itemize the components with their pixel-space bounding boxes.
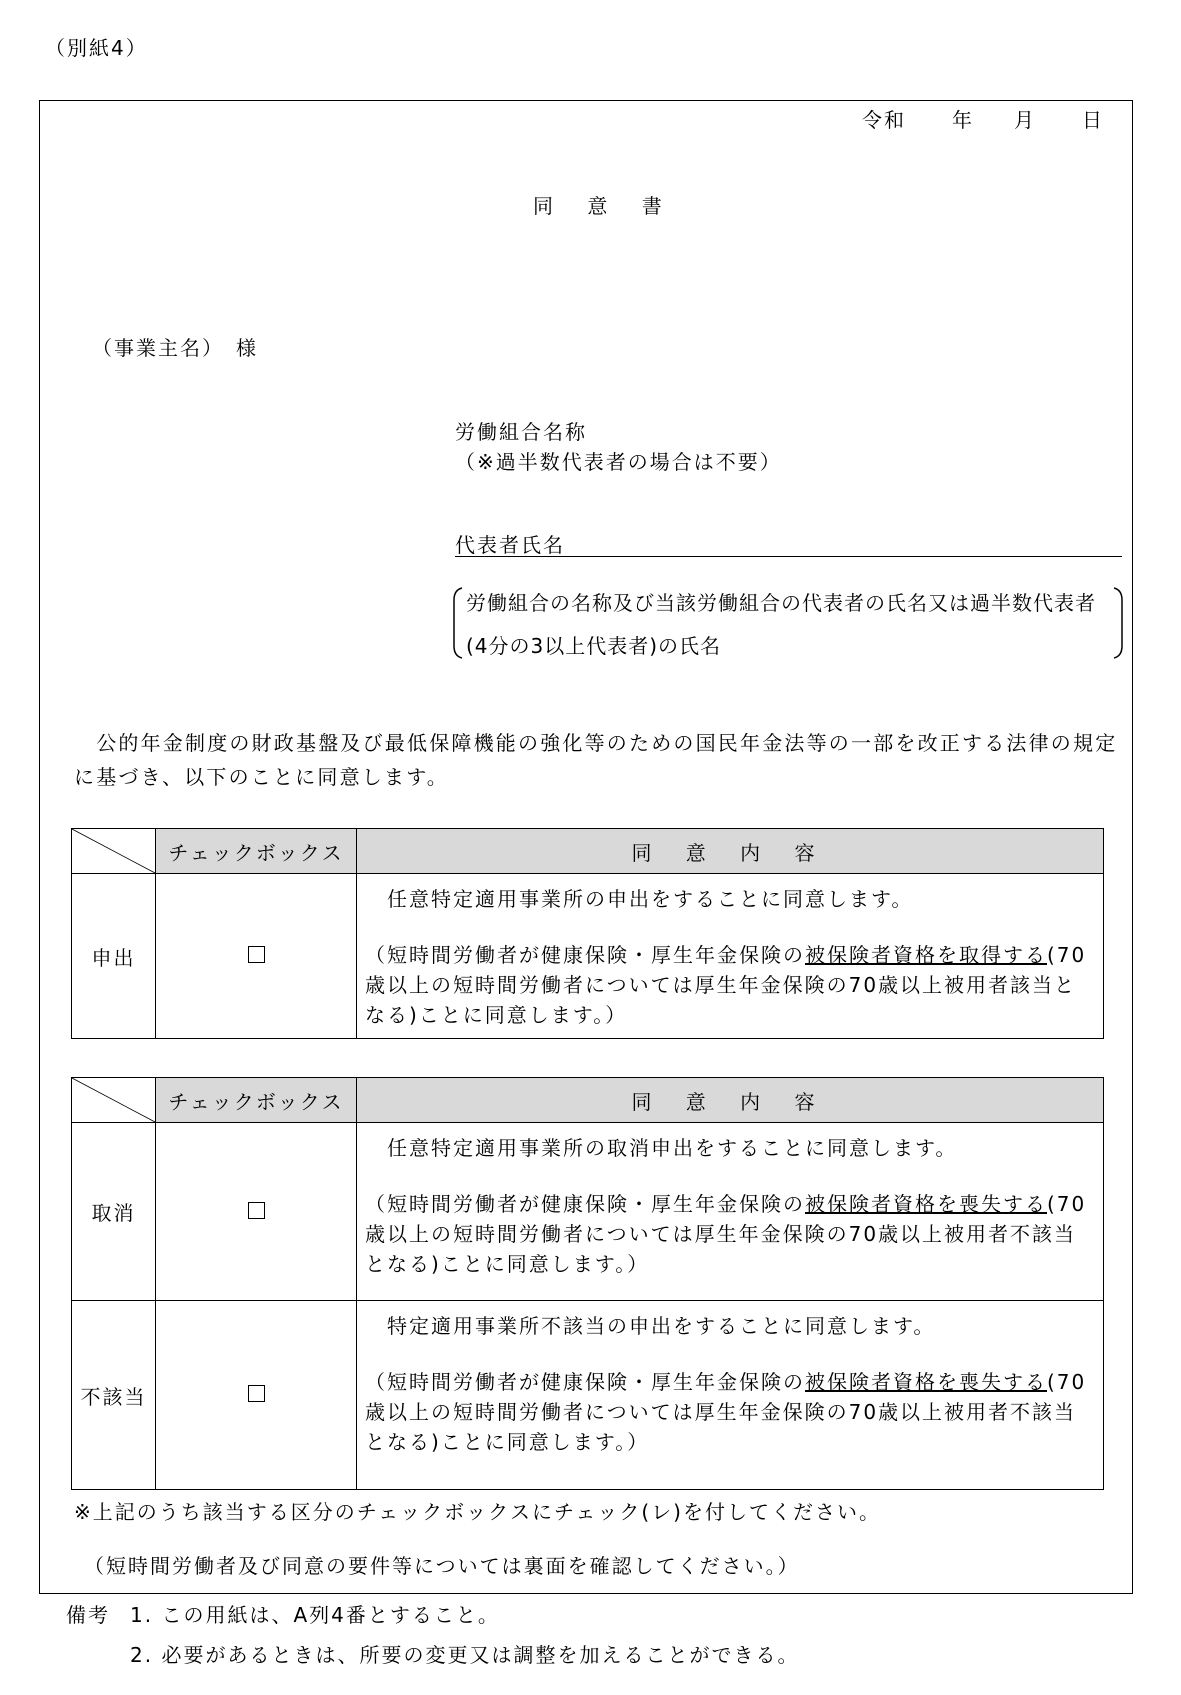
- row-label: 取消: [72, 1123, 156, 1301]
- consent-table-cancel: [71, 1077, 1104, 1490]
- date-year: 年: [952, 108, 974, 132]
- consent-main: 任意特定適用事業所の申出をすることに同意します。: [387, 887, 914, 911]
- addressee: （事業主名） 様: [92, 336, 258, 360]
- table-row: [72, 874, 1104, 1039]
- consent-detail: （短時間労働者が健康保険・厚生年金保険の被保険者資格を取得する(70歳以上の短時間労働者については厚生年金保険の70歳以上被用者該当となる)ことに同意します。）: [365, 943, 1087, 1027]
- row-label: 不該当: [72, 1301, 156, 1490]
- consent-main: 任意特定適用事業所の取消申出をすることに同意します。: [387, 1136, 958, 1160]
- table-row: [72, 1123, 1104, 1301]
- row-label: 申出: [72, 874, 156, 1039]
- paragraph-line2: に基づき、以下のことに同意します。: [74, 765, 449, 789]
- date-month: 月: [1014, 108, 1036, 132]
- check-note: ※上記のうち該当する区分のチェックボックスにチェック(レ)を付してください。: [74, 1500, 881, 1524]
- header-checkbox: チェックボックス: [156, 1078, 357, 1123]
- paragraph-line1: 公的年金制度の財政基盤及び最低保障機能の強化等のための国民年金法等の一部を改正する法律の規定: [74, 731, 1118, 755]
- consent-table-apply: [71, 828, 1104, 1039]
- union-name-note: （※過半数代表者の場合は不要）: [455, 450, 782, 474]
- consent-detail: （短時間労働者が健康保険・厚生年金保険の被保険者資格を喪失する(70歳以上の短時間労働者については厚生年金保険の70歳以上被用者不該当となる)ことに同意します。）: [365, 1370, 1087, 1454]
- date-era: 令和: [862, 108, 906, 132]
- table-row: [72, 1301, 1104, 1490]
- document-title: 同 意 書: [533, 194, 676, 218]
- header-content: 同 意 内 容: [357, 829, 1104, 874]
- header-content: 同 意 内 容: [357, 1078, 1104, 1123]
- checkbox[interactable]: [248, 1385, 265, 1402]
- date-day: 日: [1082, 108, 1104, 132]
- consent-detail: （短時間労働者が健康保険・厚生年金保険の被保険者資格を喪失する(70歳以上の短時間労働者については厚生年金保険の70歳以上被用者不該当となる)ことに同意します。）: [365, 1192, 1087, 1276]
- back-note: （短時間労働者及び同意の要件等については裏面を確認してください。）: [84, 1554, 800, 1578]
- consent-main: 特定適用事業所不該当の申出をすることに同意します。: [387, 1314, 936, 1338]
- checkbox[interactable]: [248, 946, 265, 963]
- representative-note-line1: 労働組合の名称及び当該労働組合の代表者の氏名又は過半数代表者: [466, 591, 1096, 615]
- union-name-label: 労働組合名称: [455, 420, 587, 444]
- remarks-item1: 1. この用紙は、A列4番とすること。: [130, 1603, 500, 1627]
- diagonal-cell: [72, 829, 156, 874]
- diagonal-cell: [72, 1078, 156, 1123]
- signature-line: [455, 556, 1122, 557]
- attachment-label: （別紙4）: [45, 36, 148, 60]
- representative-note-line2: (4分の3以上代表者)の氏名: [466, 634, 722, 658]
- remarks-item2: 2. 必要があるときは、所要の変更又は調整を加えることができる。: [130, 1643, 800, 1667]
- representative-label: 代表者氏名: [455, 533, 565, 557]
- checkbox[interactable]: [248, 1202, 265, 1219]
- remarks-label: 備考: [66, 1603, 110, 1627]
- header-checkbox: チェックボックス: [156, 829, 357, 874]
